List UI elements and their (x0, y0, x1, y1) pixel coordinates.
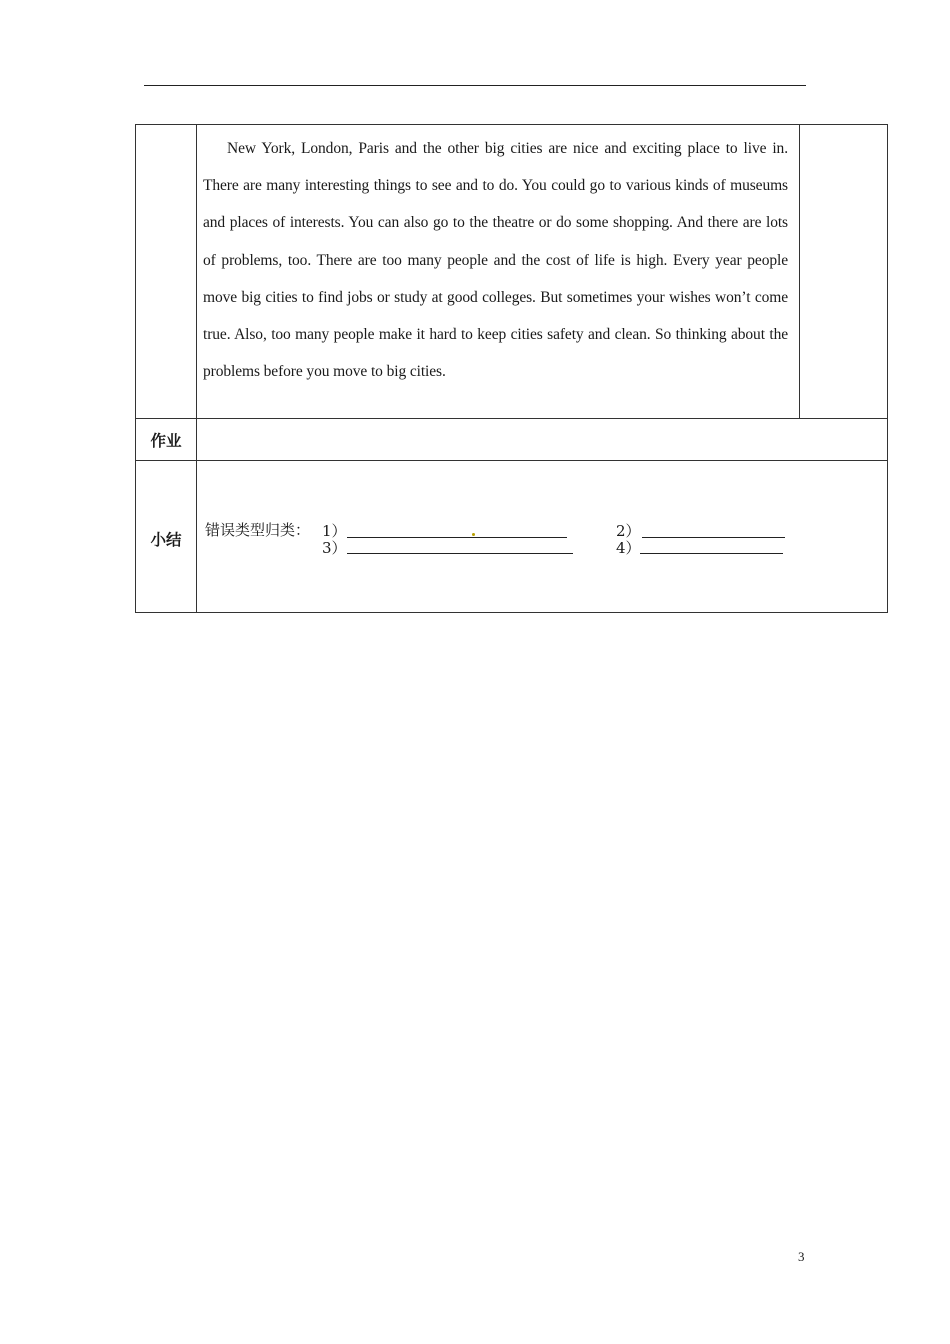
reading-passage (203, 130, 788, 390)
blank-number-4: 4） (616, 539, 641, 557)
table-row-divider (135, 418, 888, 419)
answer-blank-4[interactable] (640, 553, 783, 554)
passage-paragraph: New York, London, Paris and the other big cities are nice and exciting place to live in. There are many interesting things to see and to do. You could go to various kinds of museums and places of interests. You can also go to the theatre or do some shopping. And there are lots of problems, too. There are too many people and the cost of life is high. Every year people move big cities to find jobs or study at good colleges. But sometimes your wishes won’t come true. Also, too many people make it hard to keep cities safety and clean. So thinking about the problems before you move to big cities. (203, 140, 788, 381)
header-rule (144, 85, 806, 86)
blank-number-2: 2） (616, 522, 641, 540)
homework-label: 作业 (150, 432, 182, 450)
answer-blank-2[interactable] (642, 537, 785, 538)
table-row-divider (135, 460, 888, 461)
blank-number-1: 1） (322, 522, 347, 540)
page-number: 3 (798, 1249, 805, 1264)
answer-blank-1[interactable] (347, 537, 567, 538)
table-column-divider (196, 124, 197, 613)
stray-dot (472, 533, 475, 536)
summary-label: 小结 (150, 531, 182, 549)
answer-blank-3[interactable] (347, 553, 573, 554)
passage-right-border (799, 124, 800, 418)
blank-number-3: 3） (322, 539, 347, 557)
error-type-prompt: 错误类型归类： (205, 521, 311, 539)
